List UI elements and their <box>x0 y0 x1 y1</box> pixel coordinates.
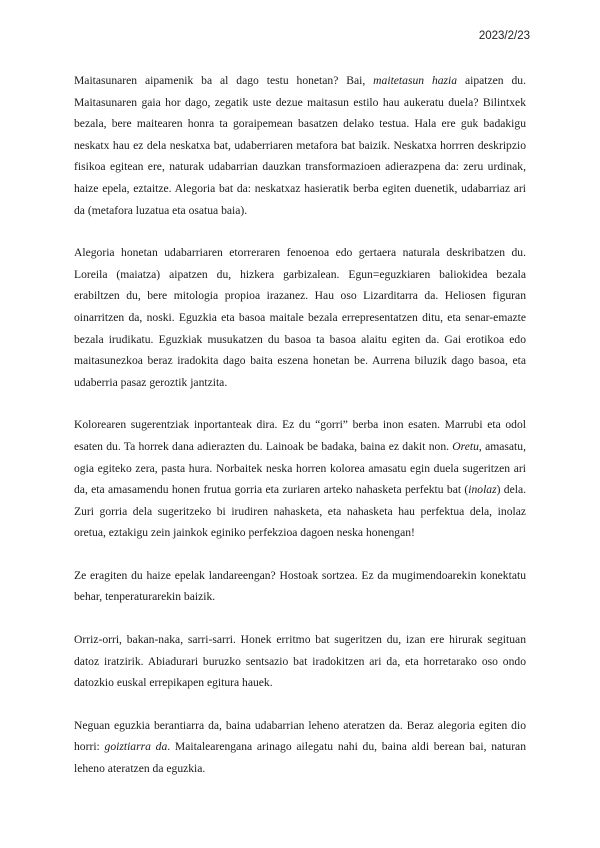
italic-run: goiztiarra da <box>104 740 168 754</box>
italic-run: maitetasun hazia <box>373 74 458 87</box>
italic-run: Oretu <box>452 439 479 453</box>
paragraph-6 <box>74 715 526 780</box>
italic-run: inolaz <box>468 483 497 497</box>
page-date: 2023/2/23 <box>478 30 530 42</box>
text-run: Neguan eguzkia berantiarra da, baina udabarrian leheno ateratzen da. Beraz alegoria egiten dio horri: <box>74 718 526 754</box>
paragraph-2 <box>74 242 526 393</box>
paragraph-4 <box>74 565 526 608</box>
text-run: Maitasunaren aipamenik ba al dago testu honetan? Bai, <box>74 74 374 87</box>
document-body <box>74 70 526 801</box>
text-run: . Maitalearengana arinago ailegatu nahi du, baina aldi berean bai, naturan leheno ateratzen da eguzkia. <box>74 740 527 776</box>
text-run: ) dela. Zuri gorria dela sugeritzeko bi irudiren nahasketa, eta nahasketa hau perfektua dela, inolaz oretua, eztakigu zein jainkok eginiko perfekzioa dagoen neska honengan! <box>74 483 526 540</box>
paragraph-5 <box>74 629 526 694</box>
paragraph-1 <box>74 70 526 221</box>
text-run: aipatzen du. Maitasunaren gaia hor dago, zegatik uste dezue maitasun estilo hau aukeratu duela? Bilintxek bezala, bere maitearen honra ta goraipemean basatzen delako testua. Hala ere guk badakigu neskatx hau ez dela neskatxa bat, udaberriaren metafora bat baizik. Neskatxa horrren deskripzio fisikoa egitean ere, naturak udabarrian dauzkan transformazioen adierazpena da: zeru urdinak, haize epela, eztaitze. Alegoria bat da: neskatxaz hasieratik berba egiten duenetik, udabarriaz ari da (metafora luzatua eta osatua baia). <box>74 74 526 217</box>
text-run: , amasatu, ogia egiteko zera, pasta hura. Norbaitek neska horren kolorea amasatu egin duela sugeritzen ari da, eta amasamendu honen frutua gorria eta zuriaren arteko nahasketa perfektu bat ( <box>74 439 526 497</box>
text-run: Kolorearen sugerentziak inportanteak dira. Ez du “gorri” berba inon esaten. Marrubi eta odol esaten du. Ta horrek dana adierazten du. Lainoak be badaka, baina ez dakit non. <box>74 418 526 453</box>
paragraph-3 <box>74 414 526 544</box>
text-run: Orriz-orri, bakan-naka, sarri-sarri. Honek erritmo bat sugeritzen du, izan ere hirurak segituan datoz iratzirik. Abiadurari buruzko sentsazio bat iradokitzen ari da, eta horretarako oso ondo datozkio euskal errepikapen egitura hauek. <box>74 633 526 690</box>
text-run: Ze eragiten du haize epelak landareengan? Hostoak sortzea. Ez da mugimendoarekin konektatu behar, tenperaturarekin baizik. <box>74 568 526 604</box>
text-run: Alegoria honetan udabarriaren etorreraren fenoenoa edo gertaera naturala deskribatzen du. Loreila (maiatza) aipatzen du, hizkera garbizalean. Egun=eguzkiaren baliokidea bezala erabiltzen du, bere mitologia propioa irazanez. Hau oso Lizarditarra da. Heliosen figuran oinarritzen da, noski. Eguzkia eta basoa maitale bezala errepresentatzen ditu, eta senar-emazte bezala irudikatu. Eguzkiak musukatzen du basoa ta basoa alaitu egiten da. Gai erotikoa edo maitasunezkoa beraz iradokita dago baita eszena honetan be. Aurrena biluzik dago basoa, eta udaberria pasaz geroztik jantzita. <box>74 246 526 389</box>
